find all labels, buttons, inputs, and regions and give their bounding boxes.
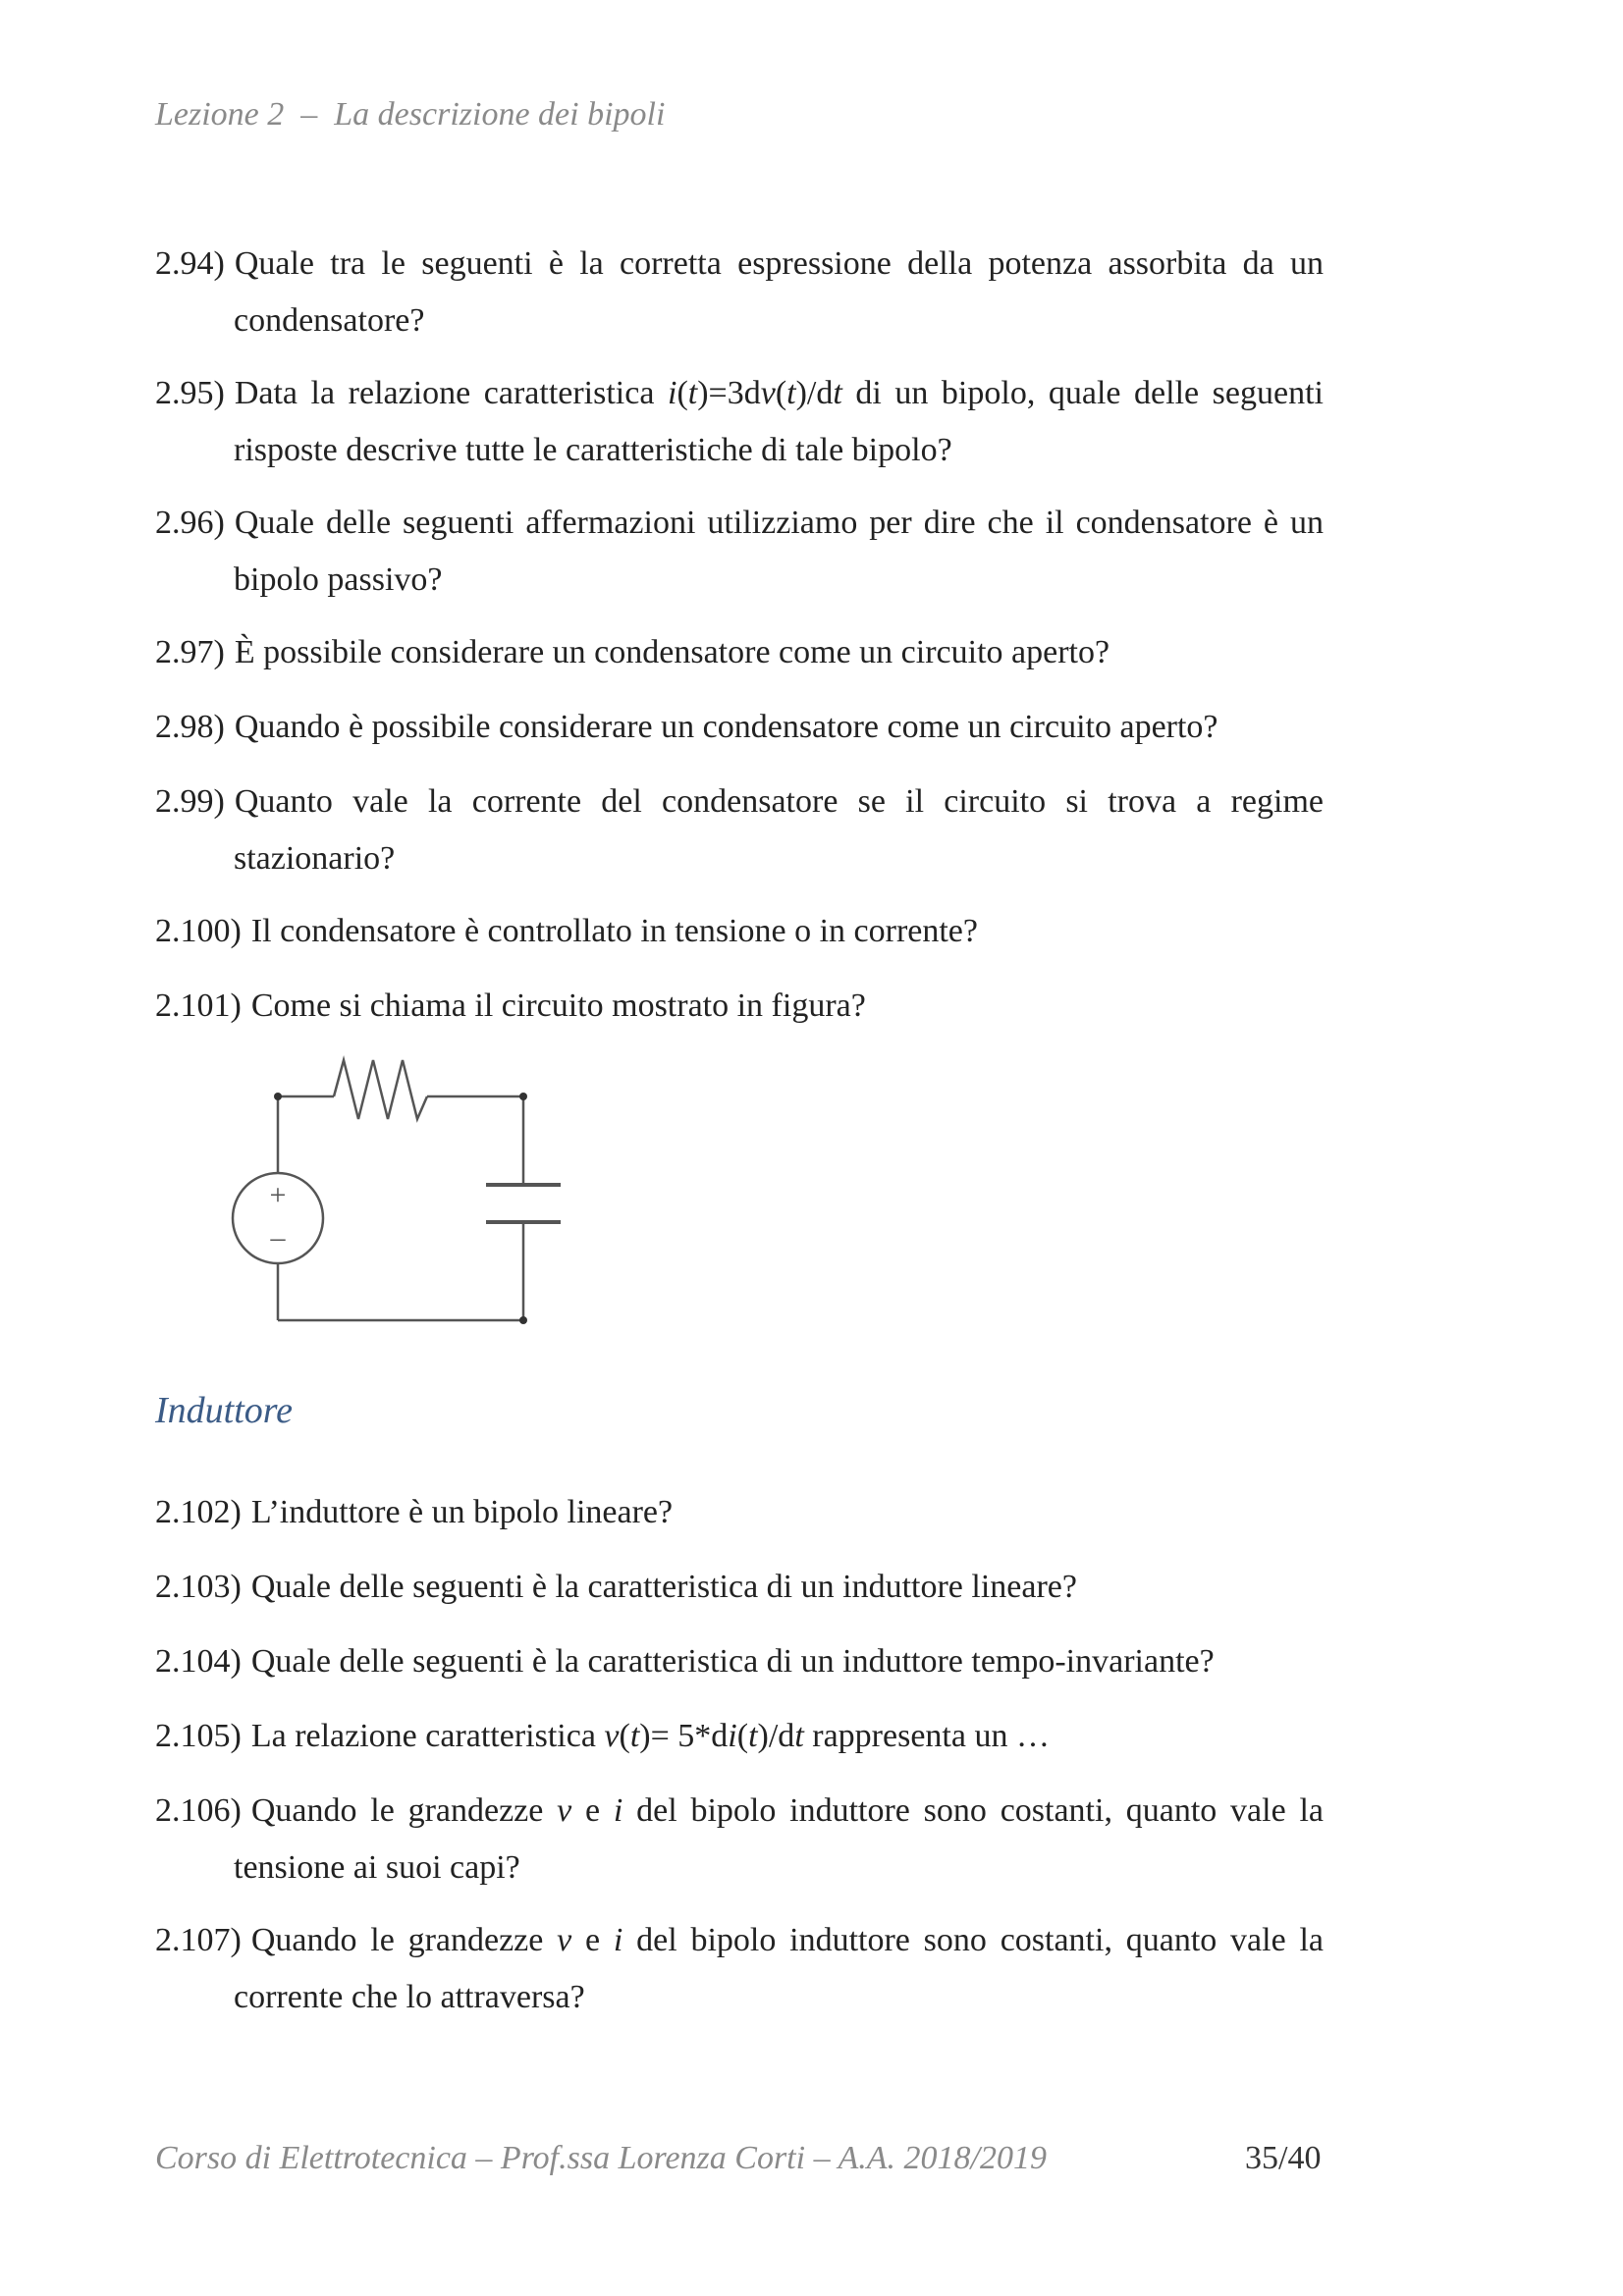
question-text-continuation: corrente che lo attraversa? — [234, 1979, 585, 2015]
question-2-104 — [155, 1633, 1324, 1690]
question-number: 2.104) — [155, 1643, 242, 1680]
question-text: Quale delle seguenti è la caratteristica di un induttore tempo-invariante? — [250, 1643, 1215, 1680]
section-title: Induttore — [155, 1390, 294, 1431]
rc-circuit-diagram — [226, 1045, 579, 1340]
question-number: 2.99) — [155, 783, 225, 820]
question-number: 2.101) — [155, 988, 242, 1024]
question-number: 2.100) — [155, 913, 242, 949]
question-text: Come si chiama il circuito mostrato in figura? — [250, 988, 866, 1024]
question-2-102 — [155, 1484, 1324, 1541]
question-number: 2.98) — [155, 709, 225, 745]
question-text: Quale tra le seguenti è la corretta espressione della potenza assorbita da un — [234, 245, 1324, 282]
question-text: Quando le grandezze v e i del bipolo induttore sono costanti, quanto vale la — [250, 1922, 1324, 1958]
question-text: Quando è possibile considerare un condensatore come un circuito aperto? — [234, 709, 1218, 745]
question-2-105 — [155, 1708, 1324, 1765]
question-number: 2.106) — [155, 1792, 242, 1829]
minus-sign: – — [270, 1221, 286, 1254]
resistor-symbol — [334, 1060, 427, 1119]
question-number: 2.103) — [155, 1569, 242, 1605]
question-number: 2.97) — [155, 634, 225, 670]
question-text-continuation: condensatore? — [234, 302, 425, 339]
question-text: Quando le grandezze v e i del bipolo induttore sono costanti, quanto vale la — [250, 1792, 1324, 1829]
question-number: 2.102) — [155, 1494, 242, 1530]
node-dot — [519, 1316, 527, 1324]
footer-course: Corso di Elettrotecnica – Prof.ssa Lorenza Corti – A.A. 2018/2019 — [155, 2140, 1047, 2176]
question-text: Data la relazione caratteristica i(t)=3dv(t)/dt di un bipolo, quale delle seguenti — [234, 375, 1324, 411]
question-text-continuation: bipolo passivo? — [234, 561, 443, 598]
question-2-95 — [155, 365, 1324, 479]
question-2-101 — [155, 978, 1324, 1035]
node-dot — [274, 1093, 282, 1100]
question-text: L’induttore è un bipolo lineare? — [250, 1494, 674, 1530]
question-text: La relazione caratteristica v(t)= 5*di(t)/dt rappresenta un … — [250, 1718, 1050, 1754]
question-text-continuation: stazionario? — [234, 840, 396, 877]
question-number: 2.95) — [155, 375, 225, 411]
question-text-continuation: tensione ai suoi capi? — [234, 1849, 520, 1886]
question-2-103 — [155, 1559, 1324, 1616]
question-2-106 — [155, 1783, 1324, 1896]
question-2-94 — [155, 236, 1324, 349]
question-number: 2.96) — [155, 505, 225, 541]
question-number: 2.94) — [155, 245, 225, 282]
page-header: Lezione 2 – La descrizione dei bipoli — [155, 96, 666, 133]
top-right-wire — [427, 1096, 523, 1185]
question-text: È possibile considerare un condensatore come un circuito aperto? — [234, 634, 1110, 670]
question-2-107 — [155, 1912, 1324, 2026]
question-2-97 — [155, 624, 1324, 681]
question-number: 2.105) — [155, 1718, 242, 1754]
plus-sign: + — [269, 1179, 287, 1211]
question-2-96 — [155, 495, 1324, 609]
node-dot — [519, 1093, 527, 1100]
question-2-99 — [155, 774, 1324, 887]
question-2-100 — [155, 903, 1324, 960]
question-text: Il condensatore è controllato in tensione o in corrente? — [250, 913, 978, 949]
question-text-continuation: risposte descrive tutte le caratteristiche di tale bipolo? — [234, 432, 952, 468]
question-text: Quale delle seguenti affermazioni utilizziamo per dire che il condensatore è un — [234, 505, 1324, 541]
question-text: Quanto vale la corrente del condensatore se il circuito si trova a regime — [234, 783, 1324, 820]
question-text: Quale delle seguenti è la caratteristica di un induttore lineare? — [250, 1569, 1077, 1605]
question-number: 2.107) — [155, 1922, 242, 1958]
page-number: 35/40 — [1245, 2140, 1322, 2176]
question-2-98 — [155, 699, 1324, 756]
